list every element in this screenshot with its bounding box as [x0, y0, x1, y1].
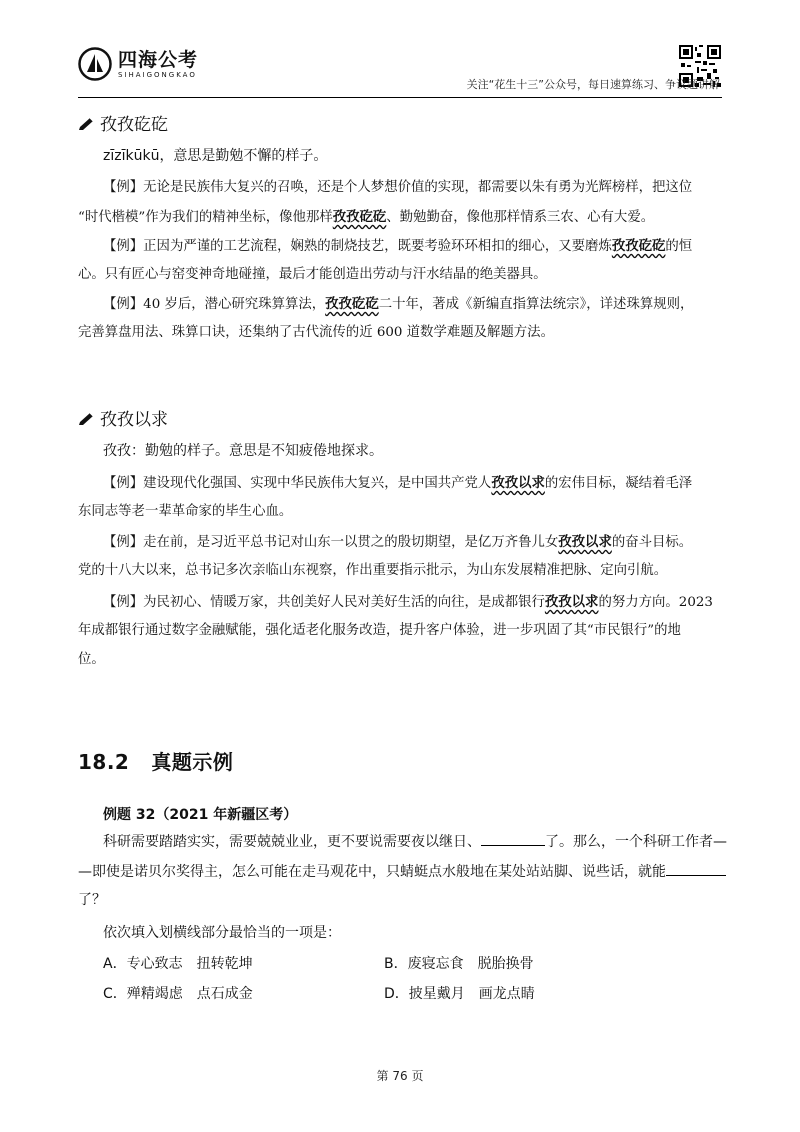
example-line: 完善算盘用法、珠算口诀，还集纳了古代流传的近 600 道数学难题及解题方法。	[78, 325, 554, 340]
idiom-title: 孜孜矻矻	[78, 110, 168, 135]
emphasized-idiom: 孜孜矻矻	[332, 209, 387, 225]
emphasized-idiom: 孜孜矻矻	[611, 238, 666, 254]
pencil-icon	[78, 411, 96, 425]
emphasized-idiom: 孜孜以求	[558, 534, 612, 550]
answer-blank	[666, 861, 726, 876]
example-line: 【例】为民初心、情暖万家，共创美好人民对美好生活的向往，是成都银行孜孜以求的努力方向。2023	[103, 594, 713, 610]
option-c: C．殚精竭虑 点石成金	[103, 986, 253, 1002]
section-heading: 18.2 真题示例	[78, 750, 234, 774]
page-number: 第 76 页	[376, 1069, 424, 1083]
option-b: B．废寝忘食 脱胎换骨	[384, 956, 534, 972]
example-line: 党的十八大以来，总书记多次亲临山东视察，作出重要指示批示，为山东发展精准把脉、定向引航。	[78, 563, 668, 578]
option-a: A．专心致志 扭转乾坤	[103, 956, 253, 972]
question-prompt: 依次填入划横线部分最恰当的一项是：	[103, 925, 341, 941]
example-line: 【例】40 岁后，潜心研究珠算算法，孜孜矻矻二十年，著成《新编直指算法统宗》，详述珠算规则，	[103, 296, 694, 312]
option-d: D．披星戴月 画龙点睛	[384, 986, 535, 1002]
example-line: 心。只有匠心与窑变神奇地碰撞，最后才能创造出劳动与汗水结晶的绝美器具。	[78, 267, 547, 282]
idiom-definition: zīzīkūkū，意思是勤勉不懈的样子。	[103, 148, 328, 164]
example-line: 位。	[78, 652, 105, 667]
emphasized-idiom: 孜孜以求	[544, 594, 599, 610]
pencil-icon	[78, 116, 96, 130]
example-line: 【例】正因为严谨的工艺流程，娴熟的制烧技艺，既要考验环环相扣的细心，又要磨炼孜孜矻矻的恒	[103, 238, 693, 254]
example-line: 东同志等老一辈革命家的毕生心血。	[78, 504, 293, 519]
question-stem: 了？	[78, 892, 106, 908]
header-divider	[78, 97, 722, 98]
example-line: 【例】无论是民族伟大复兴的召唤，还是个人梦想价值的实现，都需要以朱有勇为光辉榜样，把这位	[103, 180, 693, 195]
emphasized-idiom: 孜孜矻矻	[325, 296, 379, 312]
idiom-definition: 孜孜：勤勉的样子。意思是不知疲倦地探求。	[103, 443, 383, 459]
brand-logo	[78, 47, 198, 81]
example-line: “时代楷模”作为我们的精神坐标，像他那样孜孜矻矻、勤勉勤奋，像他那样情系三农、心有大爱。	[78, 209, 655, 225]
header-notice: 关注“花生十三”公众号，每日速算练习、争议题讲解	[466, 78, 720, 91]
question-heading: 例题 32（2021 年新疆区考）	[103, 807, 298, 823]
brand-name: 四海公考	[118, 48, 199, 71]
emphasized-idiom: 孜孜以求	[491, 475, 545, 491]
answer-blank	[481, 831, 545, 846]
example-line: 【例】建设现代化强国、实现中华民族伟大复兴，是中国共产党人孜孜以求的宏伟目标，凝结着毛泽	[103, 475, 693, 491]
question-stem: —即使是诺贝尔奖得主，怎么可能在走马观花中，只蜻蜓点水般地在某处站站脚、说些话，就能	[78, 861, 726, 882]
example-line: 年成都银行通过数字金融赋能，强化适老化服务改造，提升客户体验，进一步巩固了其“市民银行”的地	[78, 623, 681, 638]
page-header	[0, 0, 800, 104]
question-stem: 科研需要踏踏实实，需要兢兢业业，更不要说需要夜以继日、 了。那么，一个科研工作者—	[103, 831, 727, 852]
sail-logo-icon	[78, 47, 112, 81]
example-line: 【例】走在前，是习近平总书记对山东一以贯之的殷切期望，是亿万齐鲁儿女孜孜以求的奋斗目标。	[103, 534, 693, 550]
brand-pinyin: SIHAIGONGKAO	[118, 70, 197, 79]
idiom-title: 孜孜以求	[78, 405, 168, 430]
